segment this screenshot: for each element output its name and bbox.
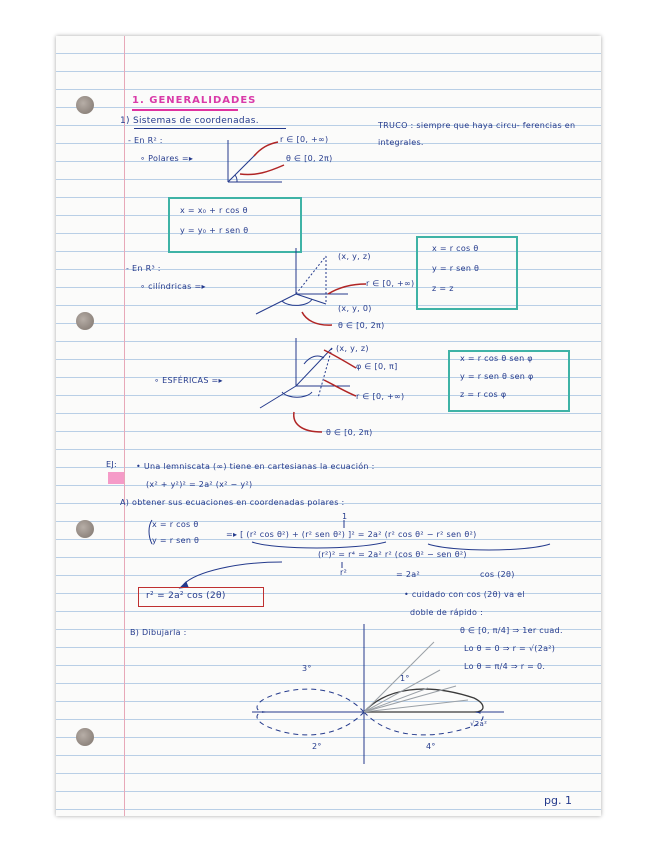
subsection-heading: 1) Sistemas de coordenadas.: [120, 116, 259, 126]
sph-eq-z: z = r cos φ: [460, 390, 507, 399]
r2-heading: - En R² :: [128, 136, 163, 145]
example-label: EJ:: [106, 460, 118, 469]
axis-tick-label: √2a²: [470, 720, 488, 728]
b-case-theta0: Lo θ = 0 ⇒ r = √(2a²): [464, 644, 556, 653]
cyl-theta-range: θ ∈ [0, 2π): [338, 321, 385, 330]
lemniscate-statement: • Una lemniscata (∞) tiene en cartesianas la ecuación :: [136, 462, 375, 471]
note-line1: • cuidado con cos (2θ) va el: [404, 590, 525, 599]
r2-r-range: r ∈ [0, +∞): [280, 135, 329, 144]
quadrant-4-label: 4°: [426, 742, 436, 751]
tip-note: TRUCO : siempre que haya circu- ferencias en integrales.: [378, 121, 576, 147]
esfericas-label: ∘ ESFÉRICAS =▸: [154, 376, 223, 385]
cilindricas-label: ∘ cilíndricas =▸: [140, 282, 206, 291]
step3-r2: r²: [340, 568, 348, 577]
cyl-eq-y: y = r sen θ: [432, 264, 480, 273]
polar-eq-x: x = x₀ + r cos θ: [180, 206, 248, 215]
quadrant-1-label: 1°: [400, 674, 410, 683]
note-line2: doble de rápido :: [410, 608, 484, 617]
cyl-eq-z: z = z: [432, 284, 454, 293]
cyl-r-range: r ∈ [0, +∞): [366, 279, 415, 288]
section-title: 1. GENERALIDADES: [132, 95, 257, 106]
lemniscate-sketch: [56, 36, 601, 816]
cos2theta: cos (2θ): [480, 570, 515, 579]
polares-label: ∘ Polares =▸: [140, 154, 194, 163]
b-interval: θ ∈ [0, π/4] ⇒ 1er cuad.: [460, 626, 563, 635]
r3-heading: - En R³ :: [126, 264, 161, 273]
result-equation: r² = 2a² cos (2θ): [146, 591, 226, 601]
part-b: B) Dibujarla :: [130, 628, 187, 637]
sph-phi-range: φ ∈ [0, π]: [356, 362, 398, 371]
cyl-eq-x: x = r cos θ: [432, 244, 479, 253]
notebook-page: [56, 36, 601, 816]
step2: (r²)² = r⁴ = 2a² r² (cos θ² − sen θ²): [318, 550, 467, 559]
sph-r-range: r ∈ [0, +∞): [356, 392, 405, 401]
sph-eq-x: x = r cos θ sen φ: [460, 354, 533, 363]
sub-x: x = r cos θ: [152, 520, 199, 529]
point-xyz-label: (x, y, z): [338, 252, 371, 261]
step1: =▸ [ (r² cos θ²) + (r² sen θ²) ]² = 2a² (r² cos θ² − r² sen θ²): [226, 530, 477, 539]
sub-y: y = r sen θ: [152, 536, 200, 545]
sph-theta-range: θ ∈ [0, 2π): [326, 428, 373, 437]
sph-point-label: (x, y, z): [336, 344, 369, 353]
r2-theta-range: θ ∈ [0, 2π): [286, 154, 333, 163]
one-label: 1: [342, 512, 348, 521]
step3-rhs: = 2a²: [396, 570, 420, 579]
part-a: A) obtener sus ecuaciones en coordenadas polares :: [120, 498, 345, 507]
page-number: pg. 1: [544, 794, 572, 807]
proj-xy0-label: (x, y, 0): [338, 304, 372, 313]
b-case-theta-pi4: Lo θ = π/4 ⇒ r = 0.: [464, 662, 546, 671]
lemniscate-equation: (x² + y²)² = 2a² (x² − y²): [146, 480, 253, 489]
sph-eq-y: y = r sen θ sen φ: [460, 372, 534, 381]
polar-eq-y: y = y₀ + r sen θ: [180, 226, 249, 235]
quadrant-2-label: 2°: [312, 742, 322, 751]
quadrant-3-label: 3°: [302, 664, 312, 673]
